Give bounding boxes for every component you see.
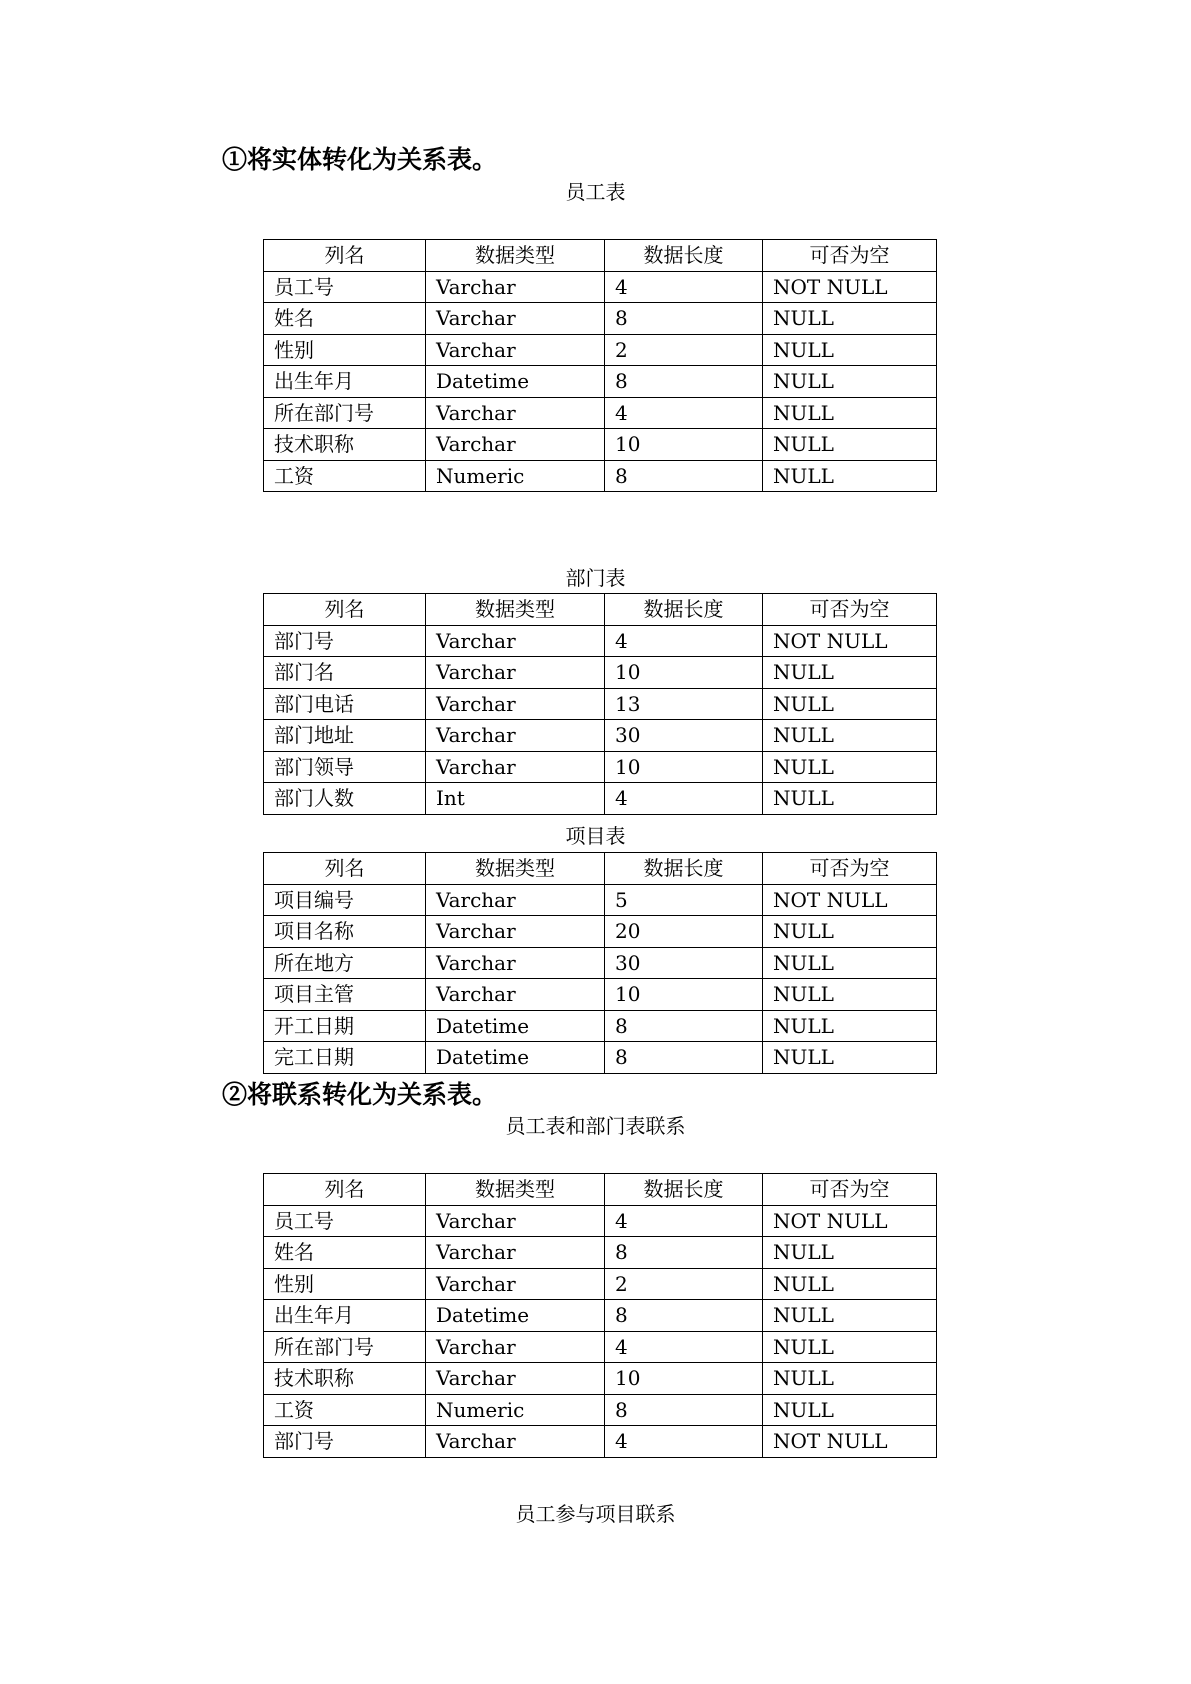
table-cell: Datetime [426,1300,605,1332]
table-row [264,460,937,492]
table-row [264,1237,937,1269]
table-cell: 所在地方 [264,947,426,979]
table-cell: 8 [605,1042,763,1074]
table-row [264,1010,937,1042]
table-cell: NULL [763,1394,937,1426]
table-cell: 员工号 [264,1205,426,1237]
column-header: 列名 [264,240,426,272]
table-caption-project: 项目表 [565,824,626,848]
table-cell: NULL [763,1300,937,1332]
table-cell: Varchar [426,1363,605,1395]
table-cell: 工资 [264,1394,426,1426]
table-caption-employee: 员工表 [565,180,626,204]
table-cell: NULL [763,1042,937,1074]
section-heading-1: ①将实体转化为关系表。 [222,145,498,174]
table-cell: 5 [605,884,763,916]
table-cell: Numeric [426,1394,605,1426]
column-header: 列名 [264,853,426,885]
table-row [264,1426,937,1458]
table-cell: Varchar [426,334,605,366]
table-cell: 8 [605,1010,763,1042]
table-cell: 部门电话 [264,688,426,720]
table-cell: 性别 [264,1268,426,1300]
table-cell: Varchar [426,429,605,461]
table-cell: NULL [763,947,937,979]
table-cell: Varchar [426,303,605,335]
table-cell: 技术职称 [264,429,426,461]
column-header: 数据长度 [605,1174,763,1206]
table-cell: NULL [763,460,937,492]
table-cell: 项目名称 [264,916,426,948]
table-row [264,1300,937,1332]
table-cell: 30 [605,947,763,979]
table-cell: NOT NULL [763,625,937,657]
table-cell: Numeric [426,460,605,492]
column-header: 数据长度 [605,853,763,885]
column-header: 可否为空 [763,240,937,272]
column-header: 数据类型 [426,594,605,626]
table-cell: Varchar [426,916,605,948]
table-cell: Varchar [426,947,605,979]
table-cell: 项目编号 [264,884,426,916]
table-cell: 20 [605,916,763,948]
column-header: 列名 [264,594,426,626]
table-header-row [264,853,937,885]
table-row [264,783,937,815]
table-row [264,751,937,783]
table-row [264,366,937,398]
table-cell: 10 [605,751,763,783]
table-cell: Datetime [426,1042,605,1074]
table-cell: 10 [605,979,763,1011]
table-cell: 10 [605,1363,763,1395]
table-cell: 开工日期 [264,1010,426,1042]
table-cell: 项目主管 [264,979,426,1011]
column-header: 数据类型 [426,1174,605,1206]
table-cell: 8 [605,366,763,398]
table-cell: 2 [605,334,763,366]
column-header: 可否为空 [763,1174,937,1206]
table-header-row [264,594,937,626]
table-header-row [264,1174,937,1206]
table-cell: NULL [763,783,937,815]
table-cell: Datetime [426,366,605,398]
table-cell: 姓名 [264,303,426,335]
table-row [264,1268,937,1300]
table-cell: 技术职称 [264,1363,426,1395]
table-cell: 4 [605,1426,763,1458]
table-cell: 部门领导 [264,751,426,783]
table-cell: 8 [605,1237,763,1269]
table-cell: Varchar [426,657,605,689]
table-cell: Varchar [426,397,605,429]
table-row [264,947,937,979]
table-row [264,1363,937,1395]
column-header: 可否为空 [763,853,937,885]
column-header: 列名 [264,1174,426,1206]
table-row [264,916,937,948]
column-header: 数据类型 [426,853,605,885]
table-caption-employee-project: 员工参与项目联系 [515,1502,676,1526]
table-row [264,1394,937,1426]
table-cell: 4 [605,783,763,815]
table-cell: 部门号 [264,1426,426,1458]
table-cell: 10 [605,657,763,689]
column-header: 数据长度 [605,594,763,626]
table-row [264,657,937,689]
table-cell: Varchar [426,720,605,752]
table-row [264,397,937,429]
table-cell: 4 [605,1205,763,1237]
table-cell: Varchar [426,271,605,303]
table-cell: Varchar [426,1331,605,1363]
table-cell: 姓名 [264,1237,426,1269]
table-cell: NOT NULL [763,1426,937,1458]
table-cell: NULL [763,657,937,689]
table-row [264,625,937,657]
table-cell: Varchar [426,625,605,657]
table-row [264,884,937,916]
table-cell: NULL [763,334,937,366]
table-cell: NOT NULL [763,271,937,303]
table-cell: Varchar [426,1268,605,1300]
table-cell: Varchar [426,751,605,783]
table-cell: NULL [763,1237,937,1269]
table-cell: NULL [763,979,937,1011]
table-cell: 出生年月 [264,1300,426,1332]
table-row [264,429,937,461]
table-cell: NULL [763,751,937,783]
table-row [264,334,937,366]
table-cell: NOT NULL [763,884,937,916]
table-cell: Datetime [426,1010,605,1042]
table-cell: 完工日期 [264,1042,426,1074]
table-cell: 4 [605,1331,763,1363]
table-cell: 4 [605,271,763,303]
table-cell: 13 [605,688,763,720]
table-cell: NOT NULL [763,1205,937,1237]
table-cell: 8 [605,460,763,492]
table-cell: NULL [763,1331,937,1363]
table-cell: NULL [763,429,937,461]
table-cell: 部门人数 [264,783,426,815]
employee-table [263,239,937,492]
table-cell: Varchar [426,1237,605,1269]
table-cell: 部门名 [264,657,426,689]
table-cell: Varchar [426,884,605,916]
table-cell: Varchar [426,1205,605,1237]
table-cell: 工资 [264,460,426,492]
table-cell: Varchar [426,979,605,1011]
table-cell: NULL [763,1010,937,1042]
employee-department-table [263,1173,937,1458]
table-row [264,271,937,303]
table-cell: NULL [763,397,937,429]
department-table [263,593,937,815]
table-caption-department: 部门表 [565,566,626,590]
table-cell: NULL [763,303,937,335]
table-cell: NULL [763,1363,937,1395]
table-cell: 部门号 [264,625,426,657]
table-row [264,979,937,1011]
table-row [264,720,937,752]
table-cell: 所在部门号 [264,1331,426,1363]
table-cell: 所在部门号 [264,397,426,429]
table-cell: 4 [605,397,763,429]
table-row [264,1205,937,1237]
table-cell: NULL [763,720,937,752]
project-table [263,852,937,1074]
table-cell: NULL [763,916,937,948]
table-cell: NULL [763,1268,937,1300]
table-cell: Varchar [426,1426,605,1458]
table-row [264,688,937,720]
table-row [264,1331,937,1363]
table-cell: 8 [605,1394,763,1426]
table-cell: 10 [605,429,763,461]
table-row [264,303,937,335]
table-cell: Varchar [426,688,605,720]
column-header: 数据类型 [426,240,605,272]
section-heading-2: ②将联系转化为关系表。 [222,1080,498,1109]
table-cell: 4 [605,625,763,657]
table-cell: 8 [605,1300,763,1332]
table-cell: NULL [763,366,937,398]
table-cell: 8 [605,303,763,335]
table-caption-employee-department: 员工表和部门表联系 [505,1114,686,1138]
table-row [264,1042,937,1074]
table-cell: 员工号 [264,271,426,303]
table-cell: NULL [763,688,937,720]
column-header: 数据长度 [605,240,763,272]
table-cell: 30 [605,720,763,752]
column-header: 可否为空 [763,594,937,626]
table-cell: 2 [605,1268,763,1300]
table-cell: 性别 [264,334,426,366]
table-cell: 出生年月 [264,366,426,398]
table-header-row [264,240,937,272]
table-cell: Int [426,783,605,815]
table-cell: 部门地址 [264,720,426,752]
